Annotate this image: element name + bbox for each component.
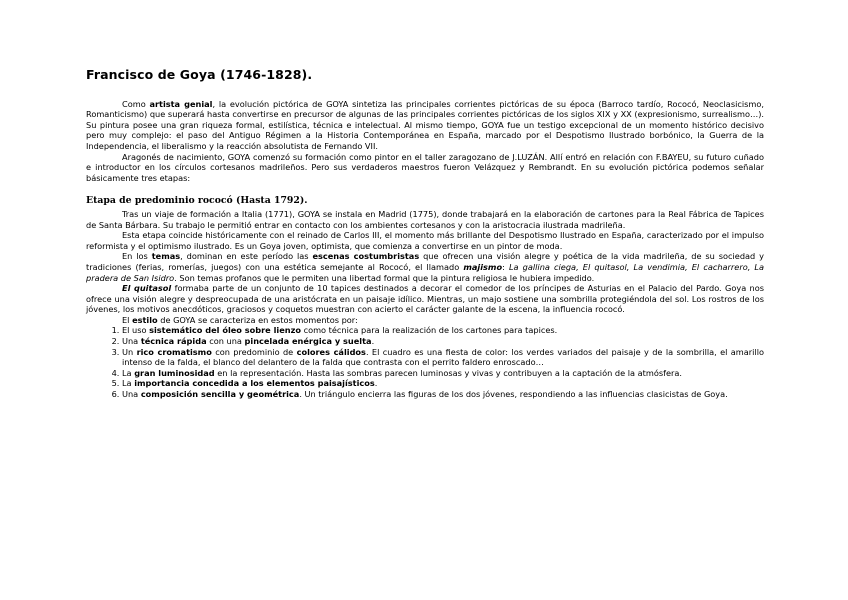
bold-run: composición sencilla y geométrica	[140, 389, 300, 400]
section-heading: Etapa de predominio rococó (Hasta 1792).	[86, 195, 308, 207]
text-run: El uso	[122, 325, 150, 336]
text-run: El	[122, 314, 133, 325]
text-run: . Un triángulo encierra las figuras de los dos jóvenes, respondiendo a las influencias clasicistas de Goya.	[299, 389, 728, 400]
section-paragraph-1: Tras un viaje de formación a Italia (1771), GOYA se instala en Madrid (1775), donde trabajará en la elaboración de cartones para la Real Fábrica de Tapices de Santa Bárbara. Su trabajo le permitió entrar en contacto con los ambientes cortesanos y con la aristocracia ilustrada madrileña.	[86, 208, 764, 230]
bold-run: sistemático del óleo sobre lienzo	[149, 325, 301, 336]
section-paragraph-2: Esta etapa coincide históricamente con el reinado de Carlos III, el momento más brillante del Despotismo Ilustrado en España, caracterizado por el impulso reformista y el optimismo ilustrado. Es un Goya joven, optimista, que comienza a convertirse en un pintor de moda.	[86, 230, 764, 251]
bold-run: gran luminosidad	[134, 367, 215, 378]
text-run: . Son temas profanos que le permiten una libertad formal que la pintura religiosa le hubiera impedido.	[174, 272, 595, 283]
bold-run-escenas-costumbristas: escenas costumbristas	[312, 251, 420, 262]
bold-run-artista-genial: artista genial	[149, 98, 213, 109]
section-paragraph-3	[86, 251, 764, 283]
style-list	[86, 325, 764, 399]
intro-paragraph-1	[86, 99, 764, 152]
bold-run: colores cálidos	[296, 346, 366, 357]
text-run: La	[122, 367, 135, 378]
document-title: Francisco de Goya (1746-1828).	[86, 67, 313, 82]
text-run: La	[122, 378, 135, 389]
text-run: que ofrecen una visión alegre y poética de la vida madrileña, de su sociedad y tradiciones (ferias, romerías, juegos) con una estética semejante al Rococó, el llamado	[86, 251, 765, 272]
section-paragraph-4	[86, 283, 764, 315]
bold-run-estilo: estilo	[132, 314, 158, 325]
list-item	[122, 347, 764, 368]
text-run: con una	[206, 336, 245, 347]
text-run: .	[371, 336, 375, 347]
text-run: Como	[122, 98, 150, 109]
text-run: de GOYA se caracteriza en estos momentos por:	[157, 314, 358, 325]
list-item	[122, 325, 764, 336]
bold-run: rico cromatismo	[136, 346, 212, 357]
text-run: .	[374, 378, 378, 389]
text-run: :	[502, 261, 509, 272]
text-run: Una	[122, 389, 141, 400]
text-run: , dominan en este período las	[180, 251, 313, 262]
intro-paragraph-2: Aragonés de nacimiento, GOYA comenzó su formación como pintor en el taller zaragozano de J.LUZÁN. Allí entró en relación con F.BAYEU, su futuro cuñado e introductor en los círculos cortesanos madrileños. Pero sus verdaderos maestros fueron Velázquez y Rembrandt. En su evolución pictórica podemos señalar básicamente tres etapas:	[86, 151, 764, 183]
text-run: . El cuadro es una fiesta de color: los verdes variados del paisaje y de la sombrilla, el amarillo intenso de la falda, el blanco del delantero de la falda que contrasta con el perrito faldero enroscado…	[122, 346, 764, 368]
list-item	[122, 378, 764, 389]
text-run: Un	[122, 346, 137, 357]
document-page	[86, 67, 765, 400]
list-item	[122, 368, 764, 379]
bold-italic-run-majismo: majismo	[463, 261, 503, 272]
text-run: con predominio de	[211, 346, 297, 357]
list-item	[122, 336, 764, 347]
list-item	[122, 389, 764, 400]
bold-run-temas: temas	[151, 251, 181, 262]
text-run: , la evolución pictórica de GOYA sintetiza las principales corrientes pictóricas de su época (Barroco tardío, Rococó, Neoclasicismo, Romanticismo) que superará hasta convertirse en precursor de algunas de las principales corrientes pictóricas de los siglos XIX y XX (expresionismo, surrealismo…). Su pintura posee una gran riqueza formal, estilística, técnica e intelectual. Al mismo tiempo, GOYA fue un testigo excepcional de un momento histórico decisivo pero muy complejo: el paso del Antiguo Régimen a la Historia Contemporánea en España, marcado por el Despotismo Ilustrado borbónico, la Guerra de la Independencia, el liberalismo y la reacción absolutista de Fernando VII.	[86, 98, 764, 151]
italic-run-works: La gallina ciega, El quitasol, La vendimia, El cacharrero, La pradera de San Isidro	[86, 261, 765, 283]
section-paragraph-5	[86, 315, 764, 326]
text-run: en la representación. Hasta las sombras parecen luminosas y vivas y contribuyen a la captación de la atmósfera.	[214, 367, 682, 378]
bold-run: pincelada enérgica y suelta	[244, 336, 372, 347]
bold-run: importancia concedida a los elementos paisajísticos	[134, 378, 375, 389]
text-run: En los	[122, 251, 152, 262]
text-run: formaba parte de un conjunto de 10 tapices destinados a decorar el comedor de los príncipes de Asturias en el Palacio del Pardo. Goya nos ofrece una visión alegre y despreocupada de una aristócrata en un paisaje idílico. Mientras, un majo sostiene una sombrilla protegiéndola del sol. Los rostros de los jóvenes, los motivos anecdóticos, graciosos y coquetos muestran con acierto el carácter galante de la escena, la influencia rococó.	[86, 283, 765, 315]
text-run: como técnica para la realización de los cartones para tapices.	[300, 325, 558, 336]
text-run: Una	[122, 336, 141, 347]
bold-run: técnica rápida	[140, 336, 207, 347]
bold-italic-run-el-quitasol: El quitasol	[122, 283, 172, 294]
